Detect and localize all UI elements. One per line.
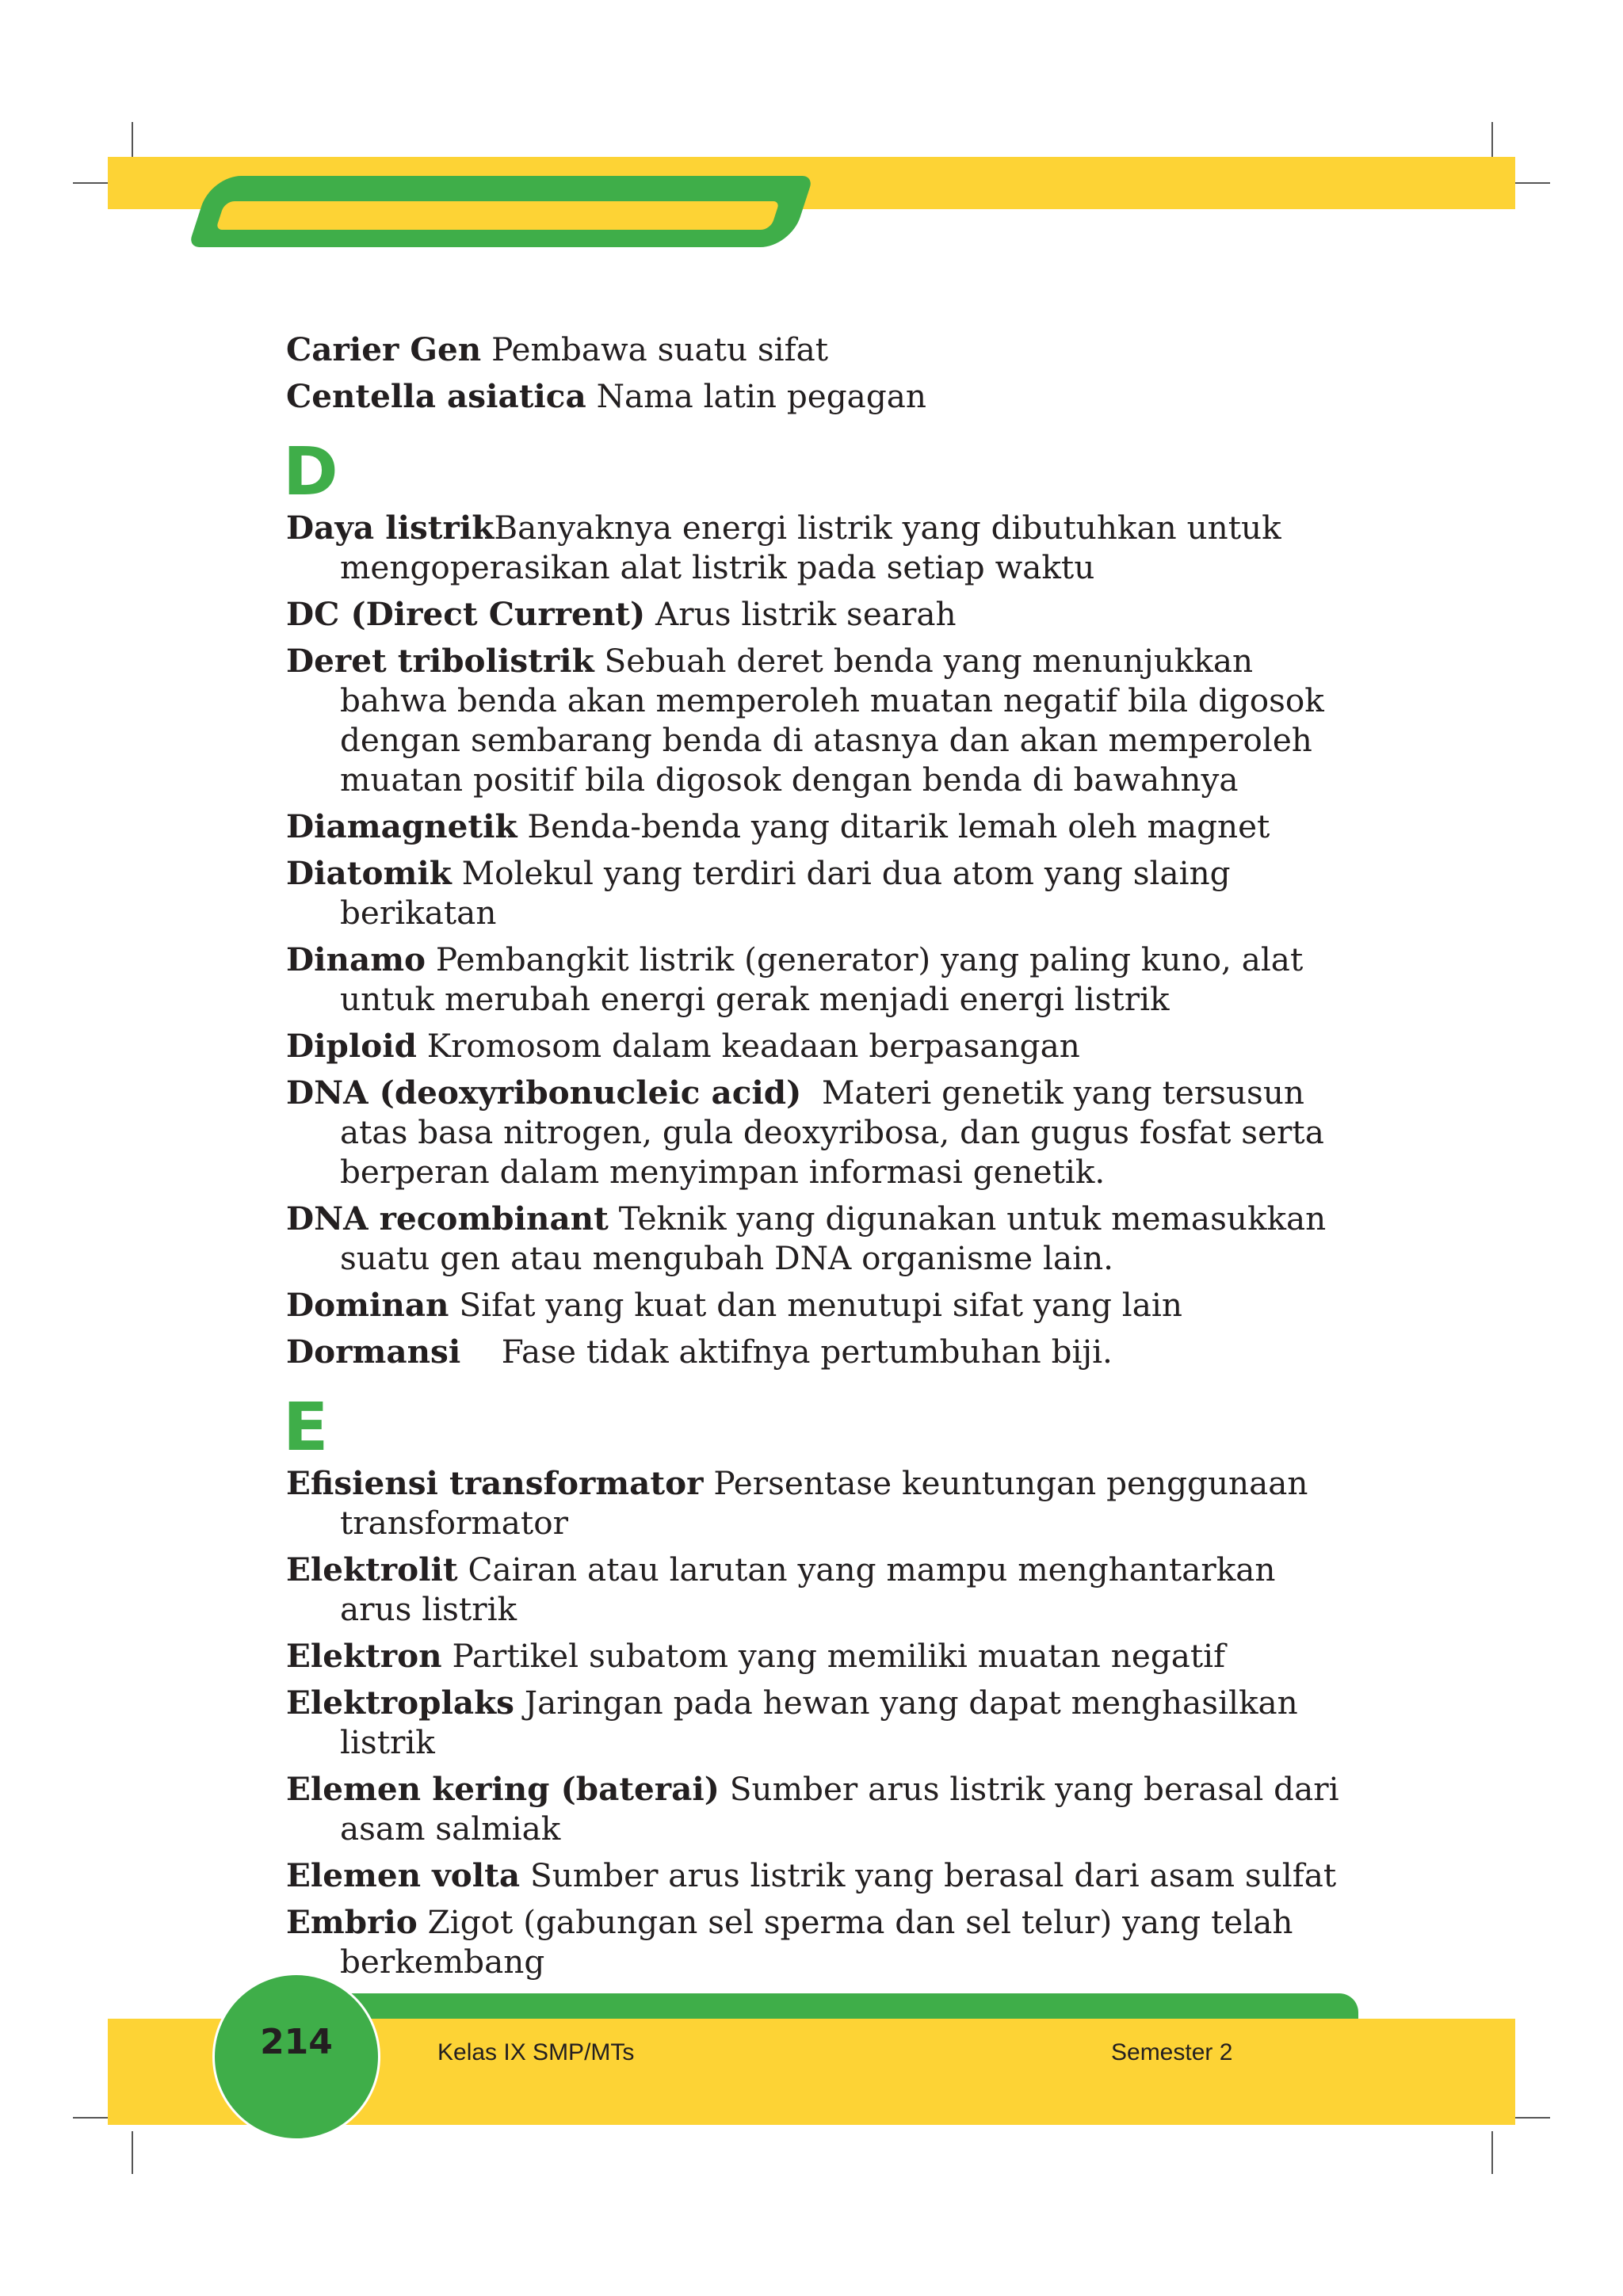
glossary-entry (286, 1902, 1340, 1981)
glossary-term: Diploid (286, 1027, 417, 1065)
glossary-term: DC (Direct Current) (286, 595, 646, 633)
glossary-term: Dormansi (286, 1333, 461, 1371)
glossary-entry (286, 807, 1340, 846)
glossary-definition: Pembawa suatu sifat (481, 330, 829, 368)
glossary-term: Diatomik (286, 854, 452, 892)
glossary-definition: Banyaknya energi listrik yang dibutuhkan untuk mengoperasikan alat listrik pada setiap waktu (340, 509, 1292, 586)
glossary-definition: Persentase keuntungan penggunaan transformator (340, 1464, 1319, 1542)
glossary-entry (286, 940, 1340, 1019)
glossary-entry (286, 594, 1340, 634)
glossary-entry (286, 508, 1340, 587)
glossary-definition: Sumber arus listrik yang berasal dari asam sulfat (520, 1856, 1337, 1894)
glossary-entry (286, 1332, 1340, 1371)
glossary-definition: Zigot (gabungan sel sperma dan sel telur) yang telah berkembang (340, 1903, 1304, 1981)
glossary-entry (286, 1683, 1340, 1762)
glossary-entry (286, 1463, 1340, 1543)
glossary-term: Daya listrik (286, 509, 495, 547)
glossary-definition: Cairan atau larutan yang mampu menghantarkan arus listrik (340, 1550, 1286, 1628)
glossary-term: Efisiensi transformator (286, 1464, 704, 1502)
glossary-term: DNA recombinant (286, 1199, 609, 1238)
glossary-term: DNA (deoxyribonucleic acid) (286, 1074, 802, 1112)
glossary-term: Elektron (286, 1637, 442, 1675)
glossary-entry (286, 1769, 1350, 1848)
glossary-entry (286, 1550, 1340, 1629)
glossary-entry (286, 1636, 1340, 1676)
glossary-term: Deret tribolistrik (286, 642, 594, 680)
book-label: Kelas IX SMP/MTs (437, 2039, 635, 2065)
glossary-definition: Fase tidak aktifnya pertumbuhan biji. (460, 1333, 1113, 1371)
page-number: 214 (260, 2022, 333, 2062)
glossary-definition: Jaringan pada hewan yang dapat menghasilkan listrik (340, 1684, 1308, 1761)
glossary-term: Elektrolit (286, 1550, 458, 1589)
glossary-term: Embrio (286, 1903, 418, 1941)
semester-label: Semester 2 (1111, 2039, 1233, 2065)
glossary-entry (286, 1073, 1340, 1192)
glossary-definition: Kromosom dalam keadaan berpasangan (416, 1027, 1080, 1065)
crop-mark (1491, 2131, 1493, 2174)
glossary-term: Dominan (286, 1286, 449, 1324)
glossary-definition: Sifat yang kuat dan menutupi sifat yang lain (449, 1286, 1182, 1324)
glossary-term: Elemen volta (286, 1856, 521, 1894)
glossary-definition: Teknik yang digunakan untuk memasukkan suatu gen atau mengubah DNA organisme lain. (340, 1199, 1337, 1277)
glossary-term: Carier Gen (286, 330, 482, 368)
glossary-entry (286, 1026, 1340, 1066)
glossary-entry (286, 1855, 1340, 1895)
glossary-term: Diamagnetik (286, 807, 517, 845)
glossary-entry (286, 376, 1340, 416)
glossary-definition: Sebuah deret benda yang menunjukkan bahwa benda akan memperoleh muatan negatif bila digosok dengan sembarang benda di atasnya dan akan memperoleh muatan positif bila digosok dengan benda di bawahnya (340, 642, 1335, 799)
glossary-term: Dinamo (286, 940, 426, 978)
glossary-definition: Partikel subatom yang memiliki muatan negatif (441, 1637, 1226, 1675)
glossary-definition: Arus listrik searah (645, 595, 957, 633)
glossary-entry (286, 1199, 1340, 1278)
glossary-definition: Molekul yang terdiri dari dua atom yang slaing berikatan (340, 854, 1241, 932)
glossary-entry (286, 330, 1340, 369)
glossary-entry (286, 641, 1340, 799)
glossary-definition: Materi genetik yang tersusun atas basa nitrogen, gula deoxyribosa, dan gugus fosfat serta berperan dalam menyimpan informasi genetik. (340, 1074, 1335, 1191)
glossary-definition: Nama latin pegagan (586, 377, 926, 415)
glossary-definition: Benda-benda yang ditarik lemah oleh magnet (517, 807, 1270, 845)
glossary-content (283, 330, 1350, 1989)
glossary-term: Elektroplaks (286, 1684, 514, 1722)
glossary-definition: Sumber arus listrik yang berasal dari asam salmiak (340, 1770, 1350, 1848)
glossary-term: Centella asiatica (286, 377, 586, 415)
glossary-entry (286, 1285, 1340, 1325)
header-tab-inner (216, 201, 780, 230)
glossary-term: Elemen kering (baterai) (286, 1770, 720, 1808)
glossary-definition: Pembangkit listrik (generator) yang paling kuno, alat untuk merubah energi gerak menjadi energi listrik (340, 940, 1314, 1018)
glossary-entry (286, 853, 1340, 933)
crop-mark (132, 2131, 133, 2174)
section-letter: D (283, 433, 338, 510)
section-letter: E (283, 1388, 329, 1466)
